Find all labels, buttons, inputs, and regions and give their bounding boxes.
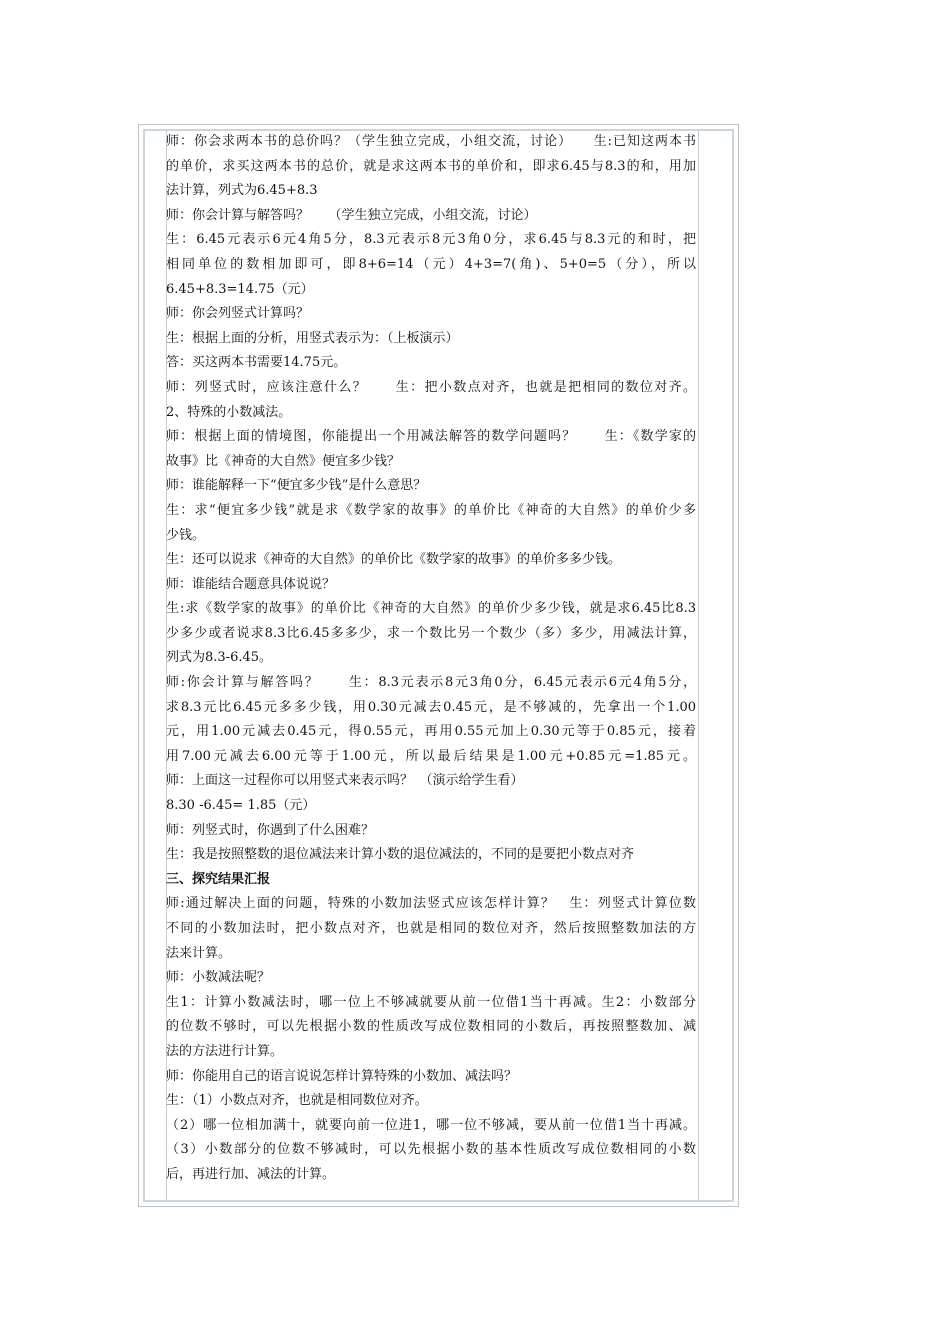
text-line: 师：你会列竖式计算吗？ (166, 306, 310, 322)
text-line: 师：上面这一过程你可以用竖式来表示吗？ （演示给学生看） (166, 773, 524, 789)
text-line: 的位数不够时，可以先根据小数的性质改写成位数相同的小数后，再按照整数加、减 (166, 1019, 696, 1035)
text-line: 师：谁能结合题意具体说说？ (166, 576, 336, 592)
text-line: 6.45+8.3=14.75（元） (166, 281, 314, 297)
text-line: 师：你能用自己的语言说说怎样计算特殊的小数加、减法吗？ (166, 1068, 518, 1084)
text-line: 生：6.45元表示6元4角5分，8.3元表示8元3角0分，求6.45与8.3元的和时，把 (166, 232, 696, 248)
text-line: 的单价，求买这两本书的总价，就是求这两本书的单价和，即求6.45与8.3的和，用加 (166, 158, 696, 174)
text-line: 师：列竖式时，你遇到了什么困难？ (166, 822, 375, 838)
text-line: 元，用1.00元减去0.45元，得0.55元，再用0.55元加上0.30元等于0.85元，接着 (166, 724, 696, 740)
text-line: 生：还可以说求《神奇的大自然》的单价比《数学家的故事》的单价多多少钱。 (166, 552, 622, 568)
text-line: 2、特殊的小数减法。 (166, 404, 292, 420)
text-line: 少多少或者说求8.3比6.45多多少，求一个数比另一个数少（多）多少，用减法计算， (166, 625, 696, 641)
text-line: 师：小数减法呢？ (166, 970, 271, 986)
text-line: 故事》比《神奇的大自然》便宜多少钱？ (166, 453, 401, 469)
text-line: 求8.3元比6.45元多多少钱，用0.30元减去0.45元，是不够减的，先拿出一个1.00 (166, 699, 696, 715)
text-line: 相同单位的数相加即可，即8+6=14（元）4+3=7(角)、5+0=5（分），所以 (166, 256, 696, 272)
text-line: 师:你会计算与解答吗？ 生：8.3元表示8元3角0分，6.45元表示6元4角5分， (166, 675, 696, 691)
text-line: 师：列竖式时，应该注意什么？ 生：把小数点对齐，也就是把相同的数位对齐。 (166, 379, 696, 395)
text-line: 8.30 -6.45= 1.85（元） (166, 798, 316, 814)
text-line: 生：求“便宜多少钱”就是求《数学家的故事》的单价比《神奇的大自然》的单价少多 (166, 502, 696, 518)
text-line: 师：谁能解释一下“便宜多少钱”是什么意思？ (166, 478, 427, 494)
text-line: 师:通过解决上面的问题，特殊的小数加法竖式应该怎样计算？ 生：列竖式计算位数 (166, 896, 696, 912)
text-line: 法的方法进行计算。 (166, 1043, 284, 1059)
text-line: 列式为8.3-6.45。 (166, 650, 273, 666)
text-line: 生：根据上面的分析，用竖式表示为：（上板演示） (166, 330, 459, 346)
text-line: 师：你会求两本书的总价吗？（学生独立完成，小组交流，讨论） 生:已知这两本书 (166, 134, 696, 149)
text-line: （2）哪一位相加满十，就要向前一位进1，哪一位不够减，要从前一位借1当十再减。 (166, 1117, 696, 1133)
lesson-text (166, 130, 696, 1188)
text-line: 少钱。 (166, 527, 206, 543)
text-line: 法来计算。 (166, 945, 232, 961)
text-line: （3）小数部分的位数不够减时，可以先根据小数的基本性质改写成位数相同的小数 (166, 1142, 696, 1158)
text-line: 不同的小数加法时，把小数点对齐，也就是相同的数位对齐，然后按照整数加法的方 (166, 921, 696, 936)
text-line: 生1：计算小数减法时，哪一位上不够减就要从前一位借1当十再减。生2：小数部分 (166, 994, 696, 1010)
right-column-divider (698, 131, 699, 1200)
text-line: 师：根据上面的情境图，你能提出一个用减法解答的数学问题吗？ 生：《数学家的 (166, 429, 696, 445)
text-line: 用7.00元减去6.00元等于1.00元，所以最后结果是1.00元+0.85元=1.85元。 (166, 748, 696, 764)
text-line: 答：买这两本书需要14.75元。 (166, 355, 347, 371)
text-line: 后，再进行加、减法的计算。 (166, 1166, 336, 1182)
text-line: 生：（1）小数点对齐，也就是相同数位对齐。 (166, 1093, 428, 1109)
section-heading: 三、探究结果汇报 (166, 871, 271, 887)
text-line: 法计算，列式为6.45+8.3 (166, 183, 318, 199)
text-line: 师：你会计算与解答吗？ （学生独立完成，小组交流，讨论） (166, 207, 537, 223)
text-line: 生：我是按照整数的退位减法来计算小数的退位减法的，不同的是要把小数点对齐 (166, 847, 635, 863)
text-line: 生:求《数学家的故事》的单价比《神奇的大自然》的单价少多少钱，就是求6.45比8.3 (166, 601, 697, 617)
